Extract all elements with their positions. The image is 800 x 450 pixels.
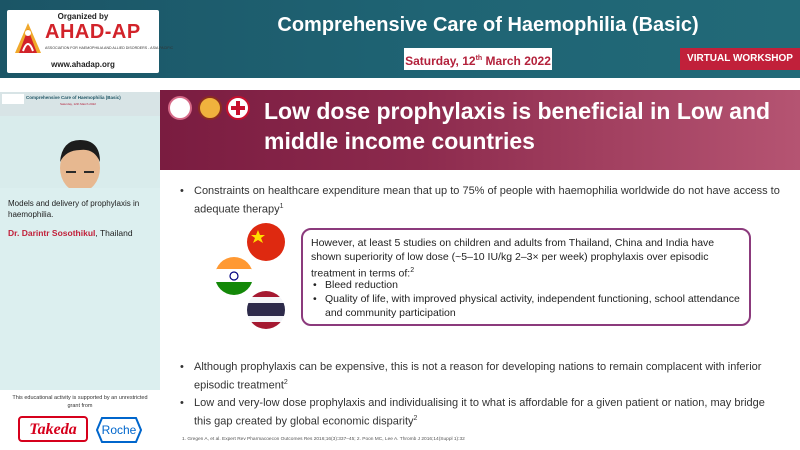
- emblem-1-icon: [168, 96, 192, 120]
- event-title: Comprehensive Care of Haemophilia (Basic): [277, 14, 699, 36]
- presentation-slide: [160, 90, 800, 450]
- india-flag-icon: [214, 256, 254, 296]
- roche-logo: [96, 416, 142, 444]
- callout-ref: 2: [410, 267, 415, 274]
- video-strip-title: Comprehensive Care of Haemophilia (Basic): [26, 95, 121, 100]
- callout-body: However, at least 5 studies on children and adults from Thailand, China and India have shown superiority of low dose (~5–10 IU/kg 2–3× per week) prophylaxis over episodic treatment in terms of:: [311, 237, 715, 280]
- video-strip-date: Saturday, 12th March 2022: [60, 102, 96, 106]
- video-strip: [0, 92, 160, 116]
- thailand-flag-icon: [244, 290, 288, 330]
- country-flags: [214, 222, 304, 330]
- left-panel: [0, 78, 160, 450]
- speaker-name: Dr. Darintr Sosothikul: [8, 228, 96, 238]
- sponsor-panel: [0, 392, 160, 450]
- takeda-logo: [18, 416, 88, 442]
- org-url: www.ahadap.org: [51, 60, 115, 69]
- bullet-1-ref: 1: [279, 203, 284, 210]
- bullet-3: [194, 396, 784, 430]
- red-cross-icon: [226, 96, 250, 120]
- ahad-figure-icon: [11, 21, 45, 55]
- talk-title: Models and delivery of prophylaxis in haemophilia.: [8, 199, 140, 219]
- date-day: Saturday, 12: [405, 54, 476, 68]
- list-item: • Quality of life, with improved physical activity, independent functioning, school attendance and community participation: [311, 292, 743, 320]
- event-banner: [0, 0, 800, 78]
- sponsor-text: This educational activity is supported by an unrestricted grant from: [12, 395, 148, 409]
- china-flag-icon: [244, 222, 288, 262]
- mini-logo: [2, 94, 24, 104]
- bullet-3-ref: 2: [413, 415, 418, 422]
- roche-text: Roche: [101, 423, 137, 437]
- callout-text: [311, 236, 743, 281]
- studies-callout: [301, 228, 751, 326]
- bullet-1: [194, 184, 784, 218]
- org-name: AHAD-AP: [45, 21, 141, 43]
- takeda-text: Takeda: [29, 421, 77, 438]
- date-rest: March 2022: [482, 54, 551, 68]
- bullet-2-ref: 2: [283, 379, 288, 386]
- org-subtitle: ASSOCIATION FOR HAEMOPHILIA AND ALLIED DISORDERS - ASIA PACIFIC: [45, 46, 174, 50]
- emblem-2-icon: [198, 96, 222, 120]
- bullet-1-text: Constraints on healthcare expenditure mean that up to 75% of people with haemophilia worldwide do not have access to adequate therapy: [194, 185, 780, 216]
- bullet-2: [194, 360, 784, 394]
- speaker-credit: [8, 228, 133, 238]
- talk-info-panel: [0, 188, 160, 390]
- virtual-workshop-badge: VIRTUAL WORKSHOP: [680, 48, 800, 70]
- bullet-2-text: Although prophylaxis can be expensive, this is not a reason for developing nations to remain complacent with inferior episodic treatment: [194, 361, 762, 392]
- slide-title: Low dose prophylaxis is beneficial in Low and middle income countries: [264, 98, 771, 154]
- slide-header: [160, 90, 800, 170]
- speaker-country: , Thailand: [95, 228, 133, 238]
- event-date: [404, 48, 552, 70]
- ahad-ap-logo: [7, 10, 174, 73]
- bullet-3-text: Low and very-low dose prophylaxis and individualising it to what is affordable for a given patient or nation, may bridge this gap created by global economic disparity: [194, 397, 765, 428]
- date-suffix: th: [475, 55, 483, 62]
- callout-list: [311, 278, 743, 320]
- organized-by-label: Organized by: [57, 12, 109, 21]
- slide-references: 1. Gregen A, et al. Expert Rev Pharmacoecon Outcomes Res 2016;16(3):337–45; 2. Poon MC, Lee A. Thromb J 2016;14(Suppl 1):32: [182, 437, 465, 442]
- list-item: • Bleed reduction: [311, 278, 743, 292]
